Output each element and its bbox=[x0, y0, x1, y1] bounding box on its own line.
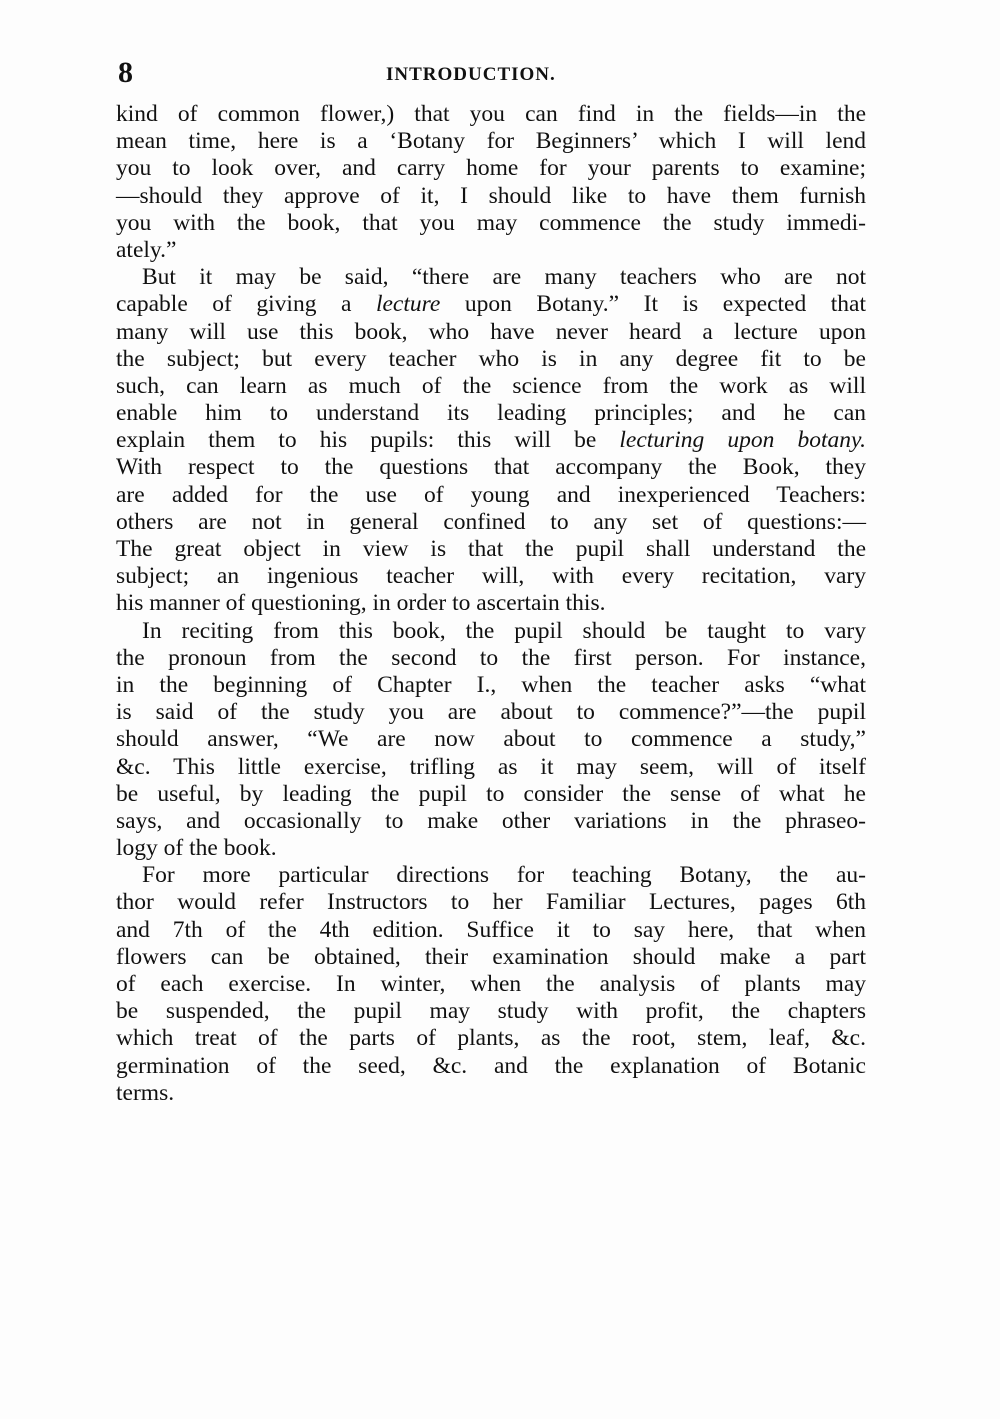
text-line: ately.” bbox=[116, 236, 177, 263]
text-line: &c. This little exercise, trifling as it may seem, will of itself bbox=[116, 753, 866, 780]
text-line: —should they approve of it, I should like to have them furnish bbox=[116, 182, 866, 209]
running-head bbox=[118, 58, 866, 88]
line-text: explain them to his pupils: this will be bbox=[116, 427, 620, 454]
text-line: the subject; but every teacher who is in any degree fit to be bbox=[116, 345, 866, 372]
introduction-text bbox=[116, 101, 866, 1107]
text-line-with-italic bbox=[116, 427, 866, 454]
italic-term: lecturing upon botany. bbox=[619, 427, 866, 454]
text-line: is said of the study you are about to commence?”—the pupil bbox=[116, 699, 866, 726]
text-line: subject; an ingenious teacher will, with every recitation, vary bbox=[116, 563, 866, 590]
text-line: germination of the seed, &c. and the explanation of Botanic bbox=[116, 1052, 866, 1079]
page-number: 8 bbox=[118, 56, 133, 89]
text-line: his manner of questioning, in order to ascertain this. bbox=[116, 590, 606, 617]
text-line: In reciting from this book, the pupil should be taught to vary bbox=[142, 617, 866, 644]
text-line: should answer, “We are now about to commence a study,” bbox=[116, 726, 866, 753]
text-line: of each exercise. In winter, when the analysis of plants may bbox=[116, 971, 866, 997]
text-line: be suspended, the pupil may study with profit, the chapters bbox=[116, 998, 866, 1025]
text-line: thor would refer Instructors to her Familiar Lectures, pages 6th bbox=[116, 889, 866, 916]
line-text: capable of giving a bbox=[116, 291, 376, 318]
text-line: which treat of the parts of plants, as the root, stem, leaf, &c. bbox=[116, 1025, 866, 1052]
text-line: says, and occasionally to make other variations in the phraseo- bbox=[116, 807, 866, 834]
italic-term: lecture bbox=[375, 291, 441, 318]
running-title: INTRODUCTION. bbox=[386, 64, 556, 85]
text-line: in the beginning of Chapter I., when the teacher asks “what bbox=[116, 671, 866, 698]
text-line: and 7th of the 4th edition. Suffice it to say here, that when bbox=[116, 916, 866, 943]
text-line: are added for the use of young and inexperienced Teachers: bbox=[116, 481, 866, 508]
text-line: The great object in view is that the pupil shall understand the bbox=[116, 536, 866, 562]
text-line: enable him to understand its leading principles; and he can bbox=[116, 400, 866, 427]
text-line: such, can learn as much of the science from the work as will bbox=[116, 372, 866, 399]
text-line: With respect to the questions that accompany the Book, they bbox=[116, 454, 866, 481]
text-line: terms. bbox=[116, 1079, 175, 1106]
text-line: the pronoun from the second to the first person. For instance, bbox=[116, 644, 866, 671]
text-line: logy of the book. bbox=[116, 835, 277, 862]
text-line-with-italic bbox=[116, 291, 866, 318]
text-line: you with the book, that you may commence the study immedi- bbox=[116, 209, 866, 236]
text-line: For more particular directions for teaching Botany, the au- bbox=[142, 862, 866, 889]
text-line: others are not in general confined to any set of questions:— bbox=[116, 508, 866, 535]
text-line: flowers can be obtained, their examination should make a part bbox=[116, 943, 866, 970]
text-line: many will use this book, who have never heard a lecture upon bbox=[116, 318, 866, 345]
text-line: mean time, here is a ‘Botany for Beginners’ which I will lend bbox=[116, 128, 866, 155]
text-line: you to look over, and carry home for your parents to examine; bbox=[116, 155, 866, 182]
text-line: kind of common flower,) that you can find in the fields—in the bbox=[116, 101, 866, 127]
text-line: be useful, by leading the pupil to consider the sense of what he bbox=[116, 780, 866, 807]
line-text: upon Botany.” It is expected that bbox=[440, 291, 866, 318]
text-line: But it may be said, “there are many teachers who are not bbox=[142, 264, 866, 291]
